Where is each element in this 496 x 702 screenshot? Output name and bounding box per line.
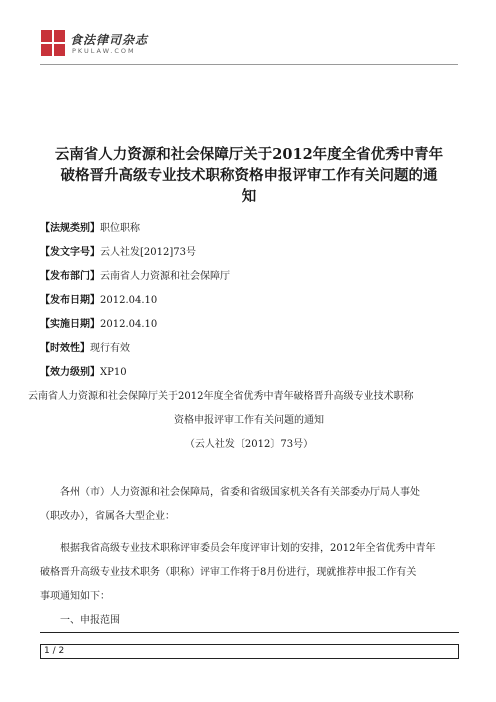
paragraph-1-line-3: 事项通知如下： — [40, 591, 110, 602]
doc-title-line-2: 资格申报评审工作有关问题的通知 — [174, 415, 324, 426]
meta-value: 职位职称 — [100, 223, 140, 234]
addressee-line-1: 各州（市）人力资源和社会保障局，省委和省级国家机关各有关部委办厅局人事处 — [60, 487, 420, 498]
title-line-2: 破格晋升高级专业技术职称资格申报评审工作有关问题的通 — [60, 167, 438, 184]
meta-value: XP10 — [100, 367, 127, 378]
meta-label: 【发文字号】 — [40, 247, 100, 258]
addressee-line-2: （职改办），省属各大型企业： — [40, 511, 175, 522]
meta-value: 云南省人力资源和社会保障厅 — [100, 271, 230, 282]
meta-issuer — [40, 270, 230, 284]
pkulaw-logo-icon — [40, 29, 66, 57]
meta-validity — [40, 342, 130, 356]
meta-label: 【发布部门】 — [40, 271, 100, 282]
paragraph-1-line-2: 破格晋升高级专业技术职务（职称）评审工作将于8月份进行，现就推荐申报工作有关 — [40, 567, 417, 578]
document-title — [40, 144, 458, 207]
meta-level — [40, 366, 127, 380]
paragraph-1-line-1: 根据我省高级专业技术职称评审委员会年度评审计划的安排，2012年全省优秀中青年 — [60, 543, 436, 554]
title-line-1: 云南省人力资源和社会保障厅关于2012年度全省优秀中青年 — [54, 146, 444, 163]
brand-name-en: PKULAW.COM — [72, 47, 136, 55]
meta-value: 现行有效 — [90, 343, 130, 354]
meta-label: 【时效性】 — [40, 343, 90, 354]
meta-issue-date — [40, 294, 157, 308]
footer-divider — [40, 632, 459, 633]
doc-number: （云人社发〔2012〕73号） — [184, 439, 314, 450]
meta-value: 2012.04.10 — [100, 319, 158, 330]
page-footer — [40, 644, 459, 659]
meta-label: 【法规类别】 — [40, 223, 100, 234]
meta-effective-date — [40, 318, 157, 332]
meta-doc-number — [40, 246, 196, 260]
meta-value: 2012.04.10 — [100, 295, 158, 306]
page-indicator: 1 / 2 — [44, 646, 65, 656]
meta-label: 【实施日期】 — [40, 319, 100, 330]
meta-category — [40, 222, 140, 236]
page-header — [40, 27, 458, 67]
meta-label: 【效力级别】 — [40, 367, 100, 378]
doc-title-line-1: 云南省人力资源和社会保障厅关于2012年度全省优秀中青年破格晋升高级专业技术职称 — [28, 391, 414, 402]
header-divider — [40, 64, 458, 65]
title-line-3: 知 — [241, 188, 257, 205]
meta-value: 云人社发[2012]73号 — [100, 247, 196, 258]
section-heading-1: 一、申报范围 — [60, 615, 120, 626]
brand-name-cn: 食法律司杂志 — [70, 33, 149, 47]
meta-label: 【发布日期】 — [40, 295, 100, 306]
